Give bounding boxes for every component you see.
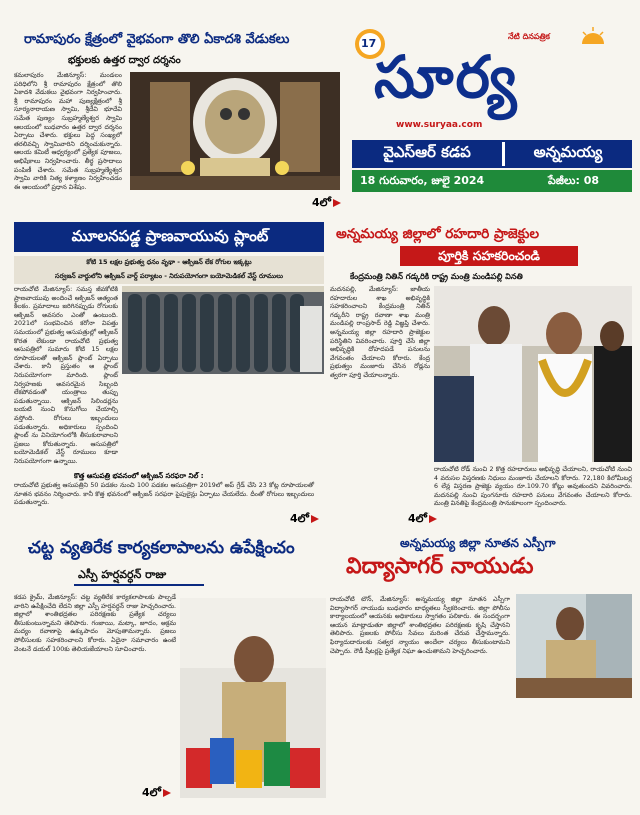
story3-page-ref-text: 4లో bbox=[408, 512, 427, 525]
story4-headline: చట్ట వ్యతిరేక కార్యకలాపాలను ఉపేక్షించం bbox=[28, 538, 295, 558]
masthead-title: సూర్య bbox=[374, 43, 519, 111]
story5 bbox=[330, 532, 632, 808]
new-sp-photo bbox=[516, 594, 632, 698]
story1-body: కమలాపురం మేజిన్యూస్: మండలం పరిధిలోని శ్రీ రామాపురం క్షేత్రంలో తొలి ఏకాదశి వేడుకలు వైభవంగా నిర్వహించారు. శ్రీ రామాపురం మహా పుణ్యక్షేత్రంలో శ్రీ సూర్యనారాయణ స్వామి, శ్రీదేవి భూదేవి సమేత పుణ్యం సుబ్రహ్మణ్యేశ్వర స్వామి ఆలయంలో బుధవారం ఉత్తర ద్వార దర్శనం ఏర్పాటు చేశారు. భక్తులు పెద్ద సంఖ్యలో తరలివచ్చి స్వామివారిని దర్శించుకున్నారు. ఆలయ కమిటీ ఆధ్వర్యంలో ప్రత్యేక పూజలు, అభిషేకాలు నిర్వహించారు. తీర్థ ప్రసాదాలు పంపిణీ చేశారు. సమేత సుబ్రహ్మణ్యేశ్వర స్వామి వారికి నిత్య కళ్యాణం నిర్వహించడం ఈ ఆలయంలో ప్రధాన విశేషం. bbox=[14, 72, 122, 191]
story4-subhead: ఎస్పీ హర్షవర్ధన్ రాజు bbox=[78, 568, 167, 581]
story2-bar1: కోటి 15 లక్షల ప్రభుత్వ ధనం వృథా - ఆక్సిజన్ లేక రోగుల ఇక్కట్లు bbox=[14, 256, 324, 270]
story3 bbox=[330, 222, 632, 527]
sp-press-meet-photo bbox=[180, 598, 326, 798]
story1-page-ref[interactable] bbox=[312, 196, 341, 212]
story1-headline: రామాపురం క్షేత్రంలో వైభవంగా తొలి ఏకాదశి వేడుకలు bbox=[24, 32, 290, 47]
story1-caption bbox=[14, 196, 304, 210]
story2-body2: రాయచోటి ప్రభుత్వ ఆసుపత్రిని 50 పడకల నుంచి 100 పడకల ఆసుపత్రిగా 2019లో అప్ గ్రేడ్ చేసి 23 కోట్ల రూపాయలతో నూతన భవనం నిర్మించారు. కానీ కొత్త భవనంలో ఆక్సిజన్ సరఫరా పైపులైన్లు ఏర్పాటు చేయలేదు. దీంతో రోగులు ఇబ్బందులు పడుతున్నారు. bbox=[14, 482, 314, 507]
story2-bar2: సర్వజన్ వార్డులోని ఆక్సిజన్ వార్డ్ పర్యాటం - నిరుపయోగంగా బయోమెడికల్ వేస్ట్ రూములు bbox=[14, 270, 324, 284]
story4-page-ref-text: 4లో bbox=[142, 786, 161, 799]
story2-body-col1: రాయచోటి మేజిన్యూస్: సమస్త జీవకోటికి ప్రాణవాయువు అందించే ఆక్సిజన్ అత్యంత కీలకం. ప్రమాదాలు జరిగినప్పుడు రోగులకు ఆక్సిజన్ అవసరం ఎంతో ఉంటుంది. 2021లో సంభవించిన కరోనా విపత్తు సమయంలో ప్రభుత్వ ఆసుపత్రుల్లో ఆక్సిజన్ కొరత లేకుండా రాయచోటి ప్రభుత్వ ఆసుపత్రిలో సుమారు కోటి 15 లక్షల రూపాయలతో ఆక్సిజన్ ప్లాంట్ ఏర్పాటు చేశారు. కానీ ప్రస్తుతం ఆ ప్లాంట్ నిరుపయోగంగా మారింది. ప్లాంట్ నిర్వహణకు అవసరమైన సిబ్బంది లేకపోవడంతో యంత్రాలు తుప్పు పడుతున్నాయి. ఆక్సిజన్ సిలిండర్లను బయటి నుంచి కొనుగోలు చేయాల్సి వస్తోంది. రోగులు ఇబ్బందులు పడుతున్నారు. అధికారులు స్పందించి ప్లాంట్ ను వినియోగంలోకి తీసుకురావాలని ప్రజలు కోరుతున్నారు. ఆసుపత్రిలో బయోమెడికల్ వేస్ట్ రూములు కూడా నిరుపయోగంగా ఉన్నాయి. bbox=[14, 286, 118, 465]
story2-page-ref[interactable] bbox=[290, 512, 319, 528]
story2-body-wide bbox=[14, 374, 324, 470]
arrow-icon bbox=[333, 199, 341, 207]
oxygen-cylinders-photo bbox=[122, 286, 324, 374]
story3-page-ref[interactable] bbox=[408, 512, 437, 528]
story3-headline1: అన్నమయ్య జిల్లాలో రహదారి ప్రాజెక్టుల bbox=[336, 226, 540, 242]
district-right: అన్నమయ్య bbox=[533, 143, 603, 161]
story2-inline-head: కొత్త ఆసుపత్రి భవనంలో ఆక్సిజన్ సరఫరా నిల్ : bbox=[74, 472, 204, 480]
story4 bbox=[14, 532, 326, 808]
story3-body-lower: రాయచోటి రోడ్ నుంచి 2 కొత్త రహదారులు అభివృద్ధి చేయాలని, రాయచోటి నుంచి 4 వరుసల విస్తరణకు నిధులు మంజూరు చేయాలని కోరారు. 72,180 కిలోమీటర్ల 6 లేన్ల విస్తరణ ప్రాజెక్టు వ్యయం రూ.109.70 కోట్లు అవుతుందని వివరించారు. మదనపల్లి నుంచి పుంగనూరు రహదారి పనులు వేగవంతం చేయాలని కోరారు. మంత్రి వినతిపై కేంద్రమంత్రి సానుకూలంగా స్పందించారు. bbox=[434, 466, 632, 508]
masthead-url: www.suryaa.com bbox=[396, 120, 483, 130]
district-left: వైఎస్ఆర్ కడప bbox=[383, 143, 471, 161]
story3-body: మదనపల్లి, మేజిన్యూస్: జాతీయ రహదారుల శాఖ అభివృద్ధికి సహకరించాలని కేంద్రమంత్రి నితిన్ గడ్కరీని రాష్ట్ర రవాణా శాఖ మంత్రి మండిపల్లి రాంప్రసాద్ రెడ్డి విజ్ఞప్తి చేశారు. అన్నమయ్య జిల్లా రహదారి ప్రాజెక్టుల పరిస్థితిని వివరించారు. పూర్తి చేసే జిల్లా అభివృద్ధికి దోహదపడే పనులను వేగవంతం చేయాలని కోరారు. కేంద్ర ప్రభుత్వం మంజూరు చేసిన రోడ్లను త్వరగా పూర్తి చేయాలన్నారు. bbox=[330, 286, 430, 379]
arrow-icon bbox=[163, 789, 171, 797]
story5-body-wide bbox=[330, 730, 632, 804]
story4-body: కడప క్రైమ్, మేజిన్యూస్: చట్ట వ్యతిరేక కార్యకలాపాలకు పాల్పడే వారిని ఉపేక్షించేది లేదని జిల్లా ఎస్పీ హర్షవర్ధన్ రాజు హెచ్చరించారు. జిల్లాలో శాంతిభద్రతల పరిరక్షణకు ప్రత్యేక చర్యలు తీసుకుంటున్నామని తెలిపారు. గంజాయి, మట్కా, జూదం, అక్రమ మద్యం రవాణాపై ఉక్కుపాదం మోపుతామన్నారు. ప్రజలు పోలీసులకు సహకరించాలని కోరారు. ఏదైనా సమాచారం ఉంటే వెంటనే డయల్ 100కు తెలియజేయాలని సూచించారు. bbox=[14, 594, 176, 653]
story2-page-ref-text: 4లో bbox=[290, 512, 309, 525]
story1-subhead: భక్తులకు ఉత్తర ద్వార దర్శనం bbox=[68, 55, 181, 66]
story2 bbox=[14, 222, 324, 527]
gadkari-meeting-photo bbox=[434, 286, 632, 462]
story1 bbox=[14, 28, 342, 214]
story3-subhead: కేంద్రమంత్రి నితిన్ గడ్కరికి రాష్ట్ర మంత్రి మండిపల్లి వినతి bbox=[350, 272, 523, 281]
temple-photo bbox=[130, 72, 340, 190]
story5-headline2: విద్యాసాగర్ నాయుడు bbox=[346, 554, 534, 579]
arrow-icon bbox=[311, 515, 319, 523]
badge-number: 17 bbox=[361, 37, 377, 50]
story5-body: రాయచోటి టౌన్, మేజిన్యూస్: అన్నమయ్య జిల్లా నూతన ఎస్పీగా విద్యాసాగర్ నాయుడు బుధవారం బాధ్యతలు స్వీకరించారు. జిల్లా పోలీసు కార్యాలయంలో ఆయనకు అధికారులు స్వాగతం పలికారు. ఈ సందర్భంగా ఆయన మాట్లాడుతూ జిల్లాలో శాంతిభద్రతల పరిరక్షణకు కృషి చేస్తానని తెలిపారు. ప్రజలకు పోలీసు సేవలు మరింత చేరువ చేస్తామన్నారు. ఫిర్యాదుదారులకు సత్వర న్యాయం అందేలా చర్యలు తీసుకుంటామని చెప్పారు. రౌడీ షీటర్లపై ప్రత్యేక నిఘా ఉంచుతామని హెచ్చరించారు. bbox=[330, 596, 510, 655]
masthead bbox=[352, 24, 632, 214]
arrow-icon bbox=[429, 515, 437, 523]
story2-headline: మూలనపడ్డ ప్రాణవాయువు ప్లాంట్ bbox=[71, 227, 269, 245]
story3-headline2: పూర్తికి సహకరించండి bbox=[438, 248, 540, 263]
page-number: పేజీలు: 08 bbox=[548, 174, 600, 187]
story4-page-ref[interactable] bbox=[142, 786, 171, 802]
temple-photo-svg bbox=[130, 72, 340, 190]
issue-date: 18 గురువారం, జులై 2024 bbox=[360, 174, 485, 187]
masthead-tagline: నేటి దినపత్రిక bbox=[508, 32, 550, 41]
story1-page-ref-text: 4లో bbox=[312, 196, 331, 209]
story5-headline1: అన్నమయ్య జిల్లా నూతన ఎస్పీగా bbox=[400, 536, 556, 550]
district-divider bbox=[502, 142, 505, 166]
